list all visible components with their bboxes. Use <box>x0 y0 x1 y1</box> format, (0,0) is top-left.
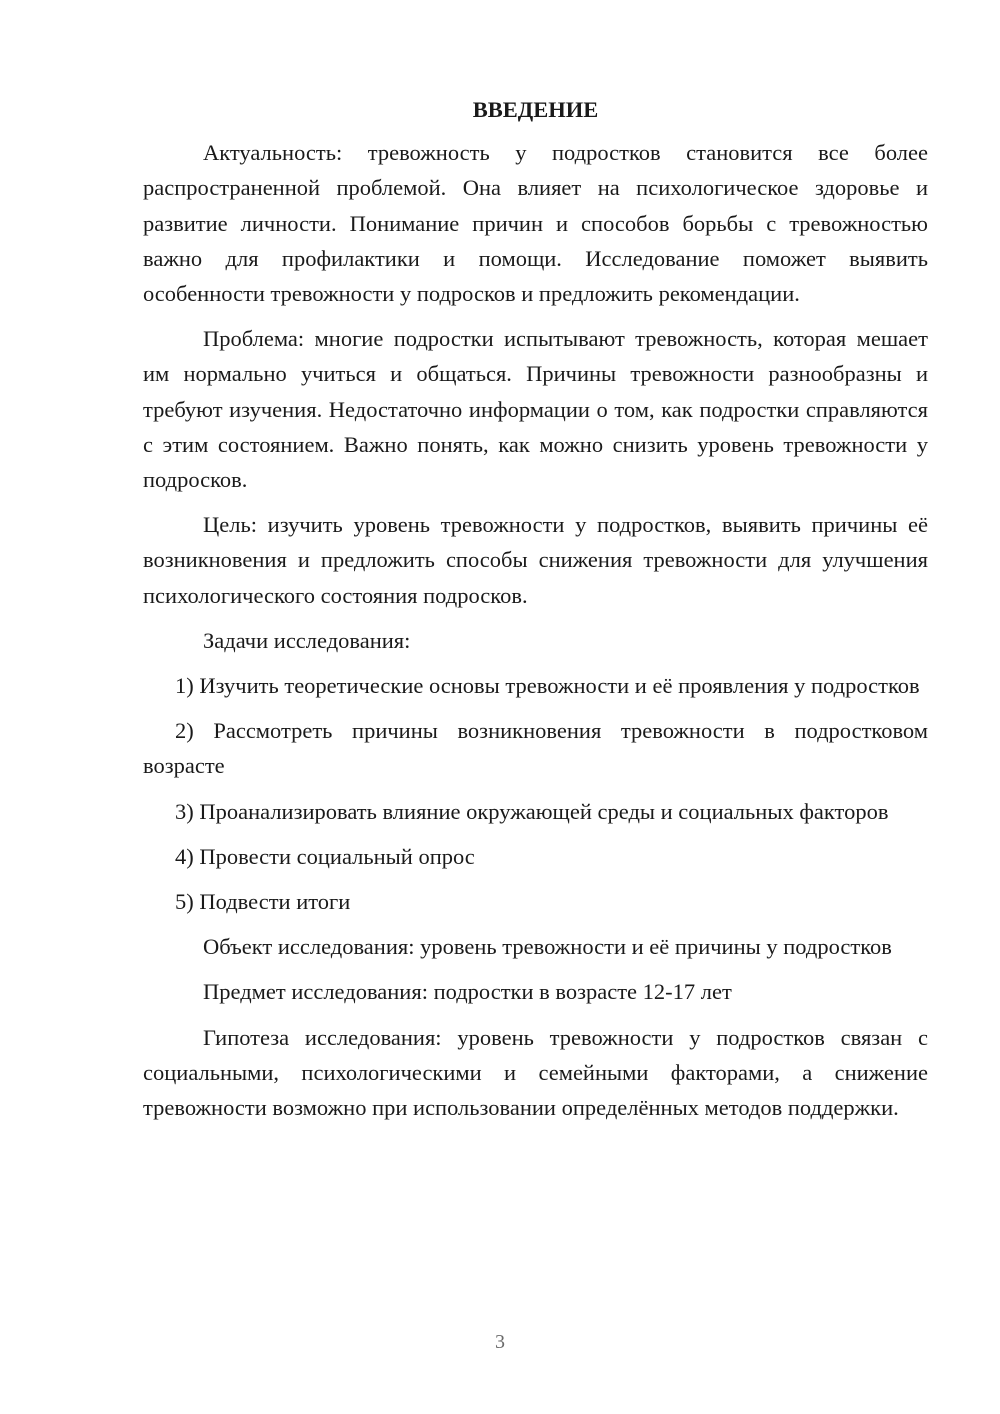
task-item: 3) Проанализировать влияние окружающей среды и социальных факторов <box>175 798 889 824</box>
subject-paragraph: Предмет исследования: подростки в возрасте 12-17 лет <box>203 979 732 1005</box>
tasks-list <box>143 668 928 919</box>
hypothesis-paragraph: Гипотеза исследования: уровень тревожности у подростков связан с социальными, психологическими и семейными факторами, а снижение тревожности возможно при использовании определённых методов поддержки. <box>143 1024 928 1121</box>
section-heading: ВВЕДЕНИЕ <box>472 97 599 122</box>
relevance-paragraph: Актуальность: тревожность у подростков становится все более распространенной проблемой. Она влияет на психологическое здоровье и развитие личности. Понимание причин и способов борьбы с тревожностью важно для профилактики и помощи. Исследование поможет выявить особенности тревожности у подросков и предложить рекомендации. <box>143 140 928 307</box>
task-item: 1) Изучить теоретические основы тревожности и её проявления у подростков <box>175 673 920 699</box>
object-paragraph: Объект исследования: уровень тревожности и её причины у подростков <box>203 934 892 960</box>
goal-paragraph: Цель: изучить уровень тревожности у подростков, выявить причины её возникновения и предложить способы снижения тревожности для улучшения психологического состояния подросков. <box>143 512 928 608</box>
tasks-heading: Задачи исследования: <box>203 627 411 653</box>
task-item: 5) Подвести итоги <box>175 889 351 915</box>
task-item: 2) Рассмотреть причины возникновения тревожности в подростковом возрасте <box>143 718 928 779</box>
problem-paragraph: Проблема: многие подростки испытывают тревожность, которая мешает им нормально учиться и общаться. Причины тревожности разнообразны и требуют изучения. Недостаточно информации о том, как подростки справляются с этим состоянием. Важно понять, как можно снизить уровень тревожности у подросков. <box>143 326 928 493</box>
page-number: 3 <box>495 1331 505 1353</box>
task-item: 4) Провести социальный опрос <box>175 843 475 869</box>
document-page <box>143 92 928 1135</box>
